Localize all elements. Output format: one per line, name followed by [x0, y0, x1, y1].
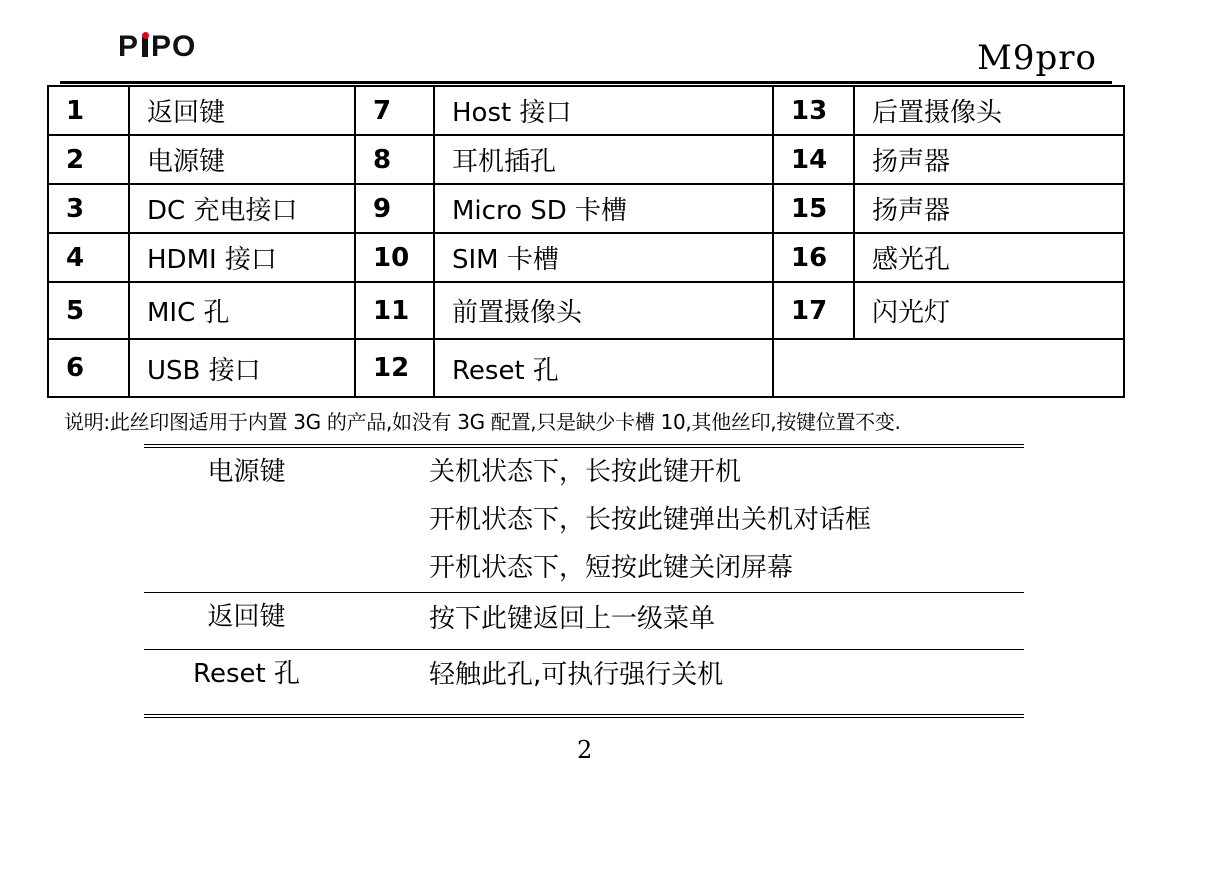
table-row [48, 233, 1124, 282]
part-number: 16 [773, 233, 854, 282]
part-number: 1 [48, 86, 129, 135]
part-name: 后置摄像头 [854, 86, 1124, 135]
part-name: Micro SD 卡槽 [434, 184, 773, 233]
table-row [48, 184, 1124, 233]
part-number: 10 [355, 233, 434, 282]
part-number: 7 [355, 86, 434, 135]
table-row [48, 135, 1124, 184]
page-number: 2 [577, 736, 593, 764]
part-number: 12 [355, 339, 434, 397]
empty-cell [773, 339, 1124, 397]
function-line: 开机状态下，长按此键弹出关机对话框 [429, 505, 872, 535]
part-name: USB 接口 [129, 339, 355, 397]
part-number: 4 [48, 233, 129, 282]
part-number: 5 [48, 282, 129, 339]
table-row [144, 593, 1024, 650]
part-name: 感光孔 [854, 233, 1124, 282]
double-rule-bottom [144, 714, 1024, 718]
part-number: 6 [48, 339, 129, 397]
pipo-logo: P PO [118, 30, 197, 63]
part-name: 电源键 [129, 135, 355, 184]
part-name: HDMI 接口 [129, 233, 355, 282]
table-row [48, 339, 1124, 397]
part-name: 前置摄像头 [434, 282, 773, 339]
part-number: 13 [773, 86, 854, 135]
part-number: 15 [773, 184, 854, 233]
part-name: Reset 孔 [434, 339, 773, 397]
key-name: 电源键 [207, 457, 286, 487]
table-row [48, 86, 1124, 135]
key-function-table [144, 444, 1024, 718]
model-name: M9pro [977, 38, 1097, 78]
function-line: 轻触此孔,可执行强行关机 [429, 660, 724, 690]
part-number: 14 [773, 135, 854, 184]
function-line: 按下此键返回上一级菜单 [429, 604, 716, 634]
brand-logo-text: P [118, 30, 140, 63]
header-rule [60, 81, 1112, 84]
part-number: 8 [355, 135, 434, 184]
part-name: SIM 卡槽 [434, 233, 773, 282]
logo-red-dot-icon [142, 32, 149, 39]
table-row [144, 448, 1024, 593]
parts-table [47, 85, 1125, 398]
part-name: 返回键 [129, 86, 355, 135]
part-name: 扬声器 [854, 135, 1124, 184]
part-name: DC 充电接口 [129, 184, 355, 233]
table-row [48, 282, 1124, 339]
part-number: 17 [773, 282, 854, 339]
key-name: Reset 孔 [193, 659, 300, 689]
function-line: 开机状态下，短按此键关闭屏幕 [429, 553, 794, 583]
part-number: 2 [48, 135, 129, 184]
table-row [144, 650, 1024, 714]
part-number: 3 [48, 184, 129, 233]
part-name: MIC 孔 [129, 282, 355, 339]
function-line: 关机状态下，长按此键开机 [429, 457, 742, 487]
part-name: 闪光灯 [854, 282, 1124, 339]
logo-i-with-dot [139, 30, 151, 64]
part-name: 耳机插孔 [434, 135, 773, 184]
part-name: 扬声器 [854, 184, 1124, 233]
part-name: Host 接口 [434, 86, 773, 135]
part-number: 9 [355, 184, 434, 233]
part-number: 11 [355, 282, 434, 339]
usage-note: 说明:此丝印图适用于内置 3G 的产品,如没有 3G 配置,只是缺少卡槽 10,其他丝印,按键位置不变. [64, 410, 901, 434]
key-name: 返回键 [207, 602, 286, 632]
